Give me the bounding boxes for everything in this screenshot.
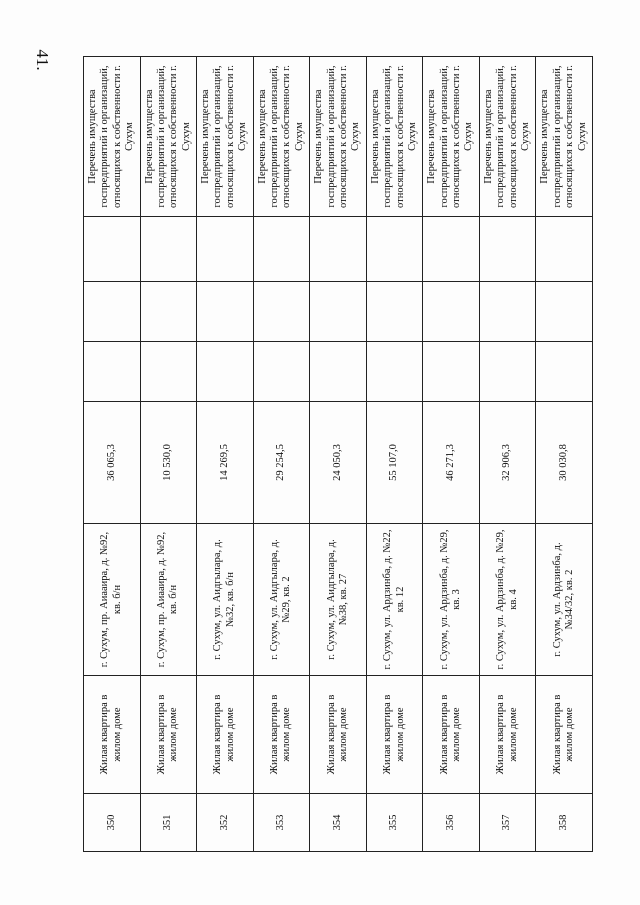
empty-cell bbox=[140, 342, 197, 402]
empty-cell bbox=[479, 217, 536, 282]
row-number-cell: 355 bbox=[366, 794, 423, 852]
empty-cell bbox=[536, 217, 593, 282]
table-row bbox=[253, 57, 310, 852]
empty-cell bbox=[84, 217, 141, 282]
address-cell: г. Сухум, ул. Аидгылара, д. №38, кв. 27 bbox=[310, 524, 367, 676]
row-number-cell: 358 bbox=[536, 794, 593, 852]
value-cell: 14 269,5 bbox=[197, 402, 254, 524]
table-row bbox=[479, 57, 536, 852]
address-cell: г. Сухум, ул. Ардзинба, д. №34/32, кв. 2 bbox=[536, 524, 593, 676]
address-cell: г. Сухум, ул. Ардзинба, д. №29, кв. 3 bbox=[423, 524, 480, 676]
row-number-cell: 356 bbox=[423, 794, 480, 852]
empty-cell bbox=[197, 282, 254, 342]
basis-cell: Перечень имущества госпредприятий и организаций, относящихся к собственности г. Сухум bbox=[84, 57, 141, 217]
empty-cell bbox=[366, 342, 423, 402]
value-cell: 10 530,0 bbox=[140, 402, 197, 524]
address-cell: г. Сухум, ул. Ардзинба, д. №22, кв. 12 bbox=[366, 524, 423, 676]
property-type-cell: Жилая квартира в жилом доме bbox=[253, 676, 310, 794]
address-cell: г. Сухум, пр. Аиааира, д. №92, кв. б/н bbox=[84, 524, 141, 676]
basis-cell: Перечень имущества госпредприятий и организаций, относящихся к собственности г. Сухум bbox=[479, 57, 536, 217]
empty-cell bbox=[253, 282, 310, 342]
table-row bbox=[310, 57, 367, 852]
property-type-cell: Жилая квартира в жилом доме bbox=[84, 676, 141, 794]
empty-cell bbox=[423, 282, 480, 342]
empty-cell bbox=[423, 217, 480, 282]
property-type-cell: Жилая квартира в жилом доме bbox=[479, 676, 536, 794]
value-cell: 32 906,3 bbox=[479, 402, 536, 524]
basis-cell: Перечень имущества госпредприятий и организаций, относящихся к собственности г. Сухум bbox=[310, 57, 367, 217]
row-number-cell: 351 bbox=[140, 794, 197, 852]
property-type-cell: Жилая квартира в жилом доме bbox=[140, 676, 197, 794]
value-cell: 55 107,0 bbox=[366, 402, 423, 524]
empty-cell bbox=[140, 217, 197, 282]
value-cell: 24 050,3 bbox=[310, 402, 367, 524]
empty-cell bbox=[197, 342, 254, 402]
row-number-cell: 352 bbox=[197, 794, 254, 852]
table-row bbox=[423, 57, 480, 852]
basis-cell: Перечень имущества госпредприятий и организаций, относящихся к собственности г. Сухум bbox=[253, 57, 310, 217]
empty-cell bbox=[310, 217, 367, 282]
row-number-cell: 357 bbox=[479, 794, 536, 852]
empty-cell bbox=[536, 282, 593, 342]
basis-cell: Перечень имущества госпредприятий и организаций, относящихся к собственности г. Сухум bbox=[366, 57, 423, 217]
property-table bbox=[83, 56, 593, 852]
empty-cell bbox=[310, 342, 367, 402]
empty-cell bbox=[84, 342, 141, 402]
property-table-rotated bbox=[83, 57, 593, 852]
address-cell: г. Сухум, пр. Аиааира, д. №92, кв. б/н bbox=[140, 524, 197, 676]
empty-cell bbox=[253, 342, 310, 402]
basis-cell: Перечень имущества госпредприятий и организаций, относящихся к собственности г. Сухум bbox=[140, 57, 197, 217]
basis-cell: Перечень имущества госпредприятий и организаций, относящихся к собственности г. Сухум bbox=[423, 57, 480, 217]
empty-cell bbox=[310, 282, 367, 342]
empty-cell bbox=[536, 342, 593, 402]
table-row bbox=[536, 57, 593, 852]
address-cell: г. Сухум, ул. Аидгылара, д. №29, кв. 2 bbox=[253, 524, 310, 676]
page-number: 41. bbox=[33, 49, 52, 71]
row-number-cell: 354 bbox=[310, 794, 367, 852]
table-row bbox=[197, 57, 254, 852]
table-row bbox=[140, 57, 197, 852]
property-type-cell: Жилая квартира в жилом доме bbox=[423, 676, 480, 794]
empty-cell bbox=[366, 282, 423, 342]
table-row bbox=[366, 57, 423, 852]
empty-cell bbox=[423, 342, 480, 402]
property-type-cell: Жилая квартира в жилом доме bbox=[366, 676, 423, 794]
address-cell: г. Сухум, ул. Аидгылара, д. №32, кв. б/н bbox=[197, 524, 254, 676]
empty-cell bbox=[140, 282, 197, 342]
empty-cell bbox=[479, 342, 536, 402]
value-cell: 46 271,3 bbox=[423, 402, 480, 524]
row-number-cell: 353 bbox=[253, 794, 310, 852]
property-type-cell: Жилая квартира в жилом доме bbox=[310, 676, 367, 794]
basis-cell: Перечень имущества госпредприятий и организаций, относящихся к собственности г. Сухум bbox=[197, 57, 254, 217]
basis-cell: Перечень имущества госпредприятий и организаций, относящихся к собственности г. Сухум bbox=[536, 57, 593, 217]
value-cell: 30 030,8 bbox=[536, 402, 593, 524]
empty-cell bbox=[197, 217, 254, 282]
value-cell: 29 254,5 bbox=[253, 402, 310, 524]
property-type-cell: Жилая квартира в жилом доме bbox=[197, 676, 254, 794]
address-cell: г. Сухум, ул. Ардзинба, д. №29, кв. 4 bbox=[479, 524, 536, 676]
empty-cell bbox=[366, 217, 423, 282]
property-type-cell: Жилая квартира в жилом доме bbox=[536, 676, 593, 794]
table-row bbox=[84, 57, 141, 852]
empty-cell bbox=[479, 282, 536, 342]
row-number-cell: 350 bbox=[84, 794, 141, 852]
value-cell: 36 065,3 bbox=[84, 402, 141, 524]
empty-cell bbox=[253, 217, 310, 282]
empty-cell bbox=[84, 282, 141, 342]
